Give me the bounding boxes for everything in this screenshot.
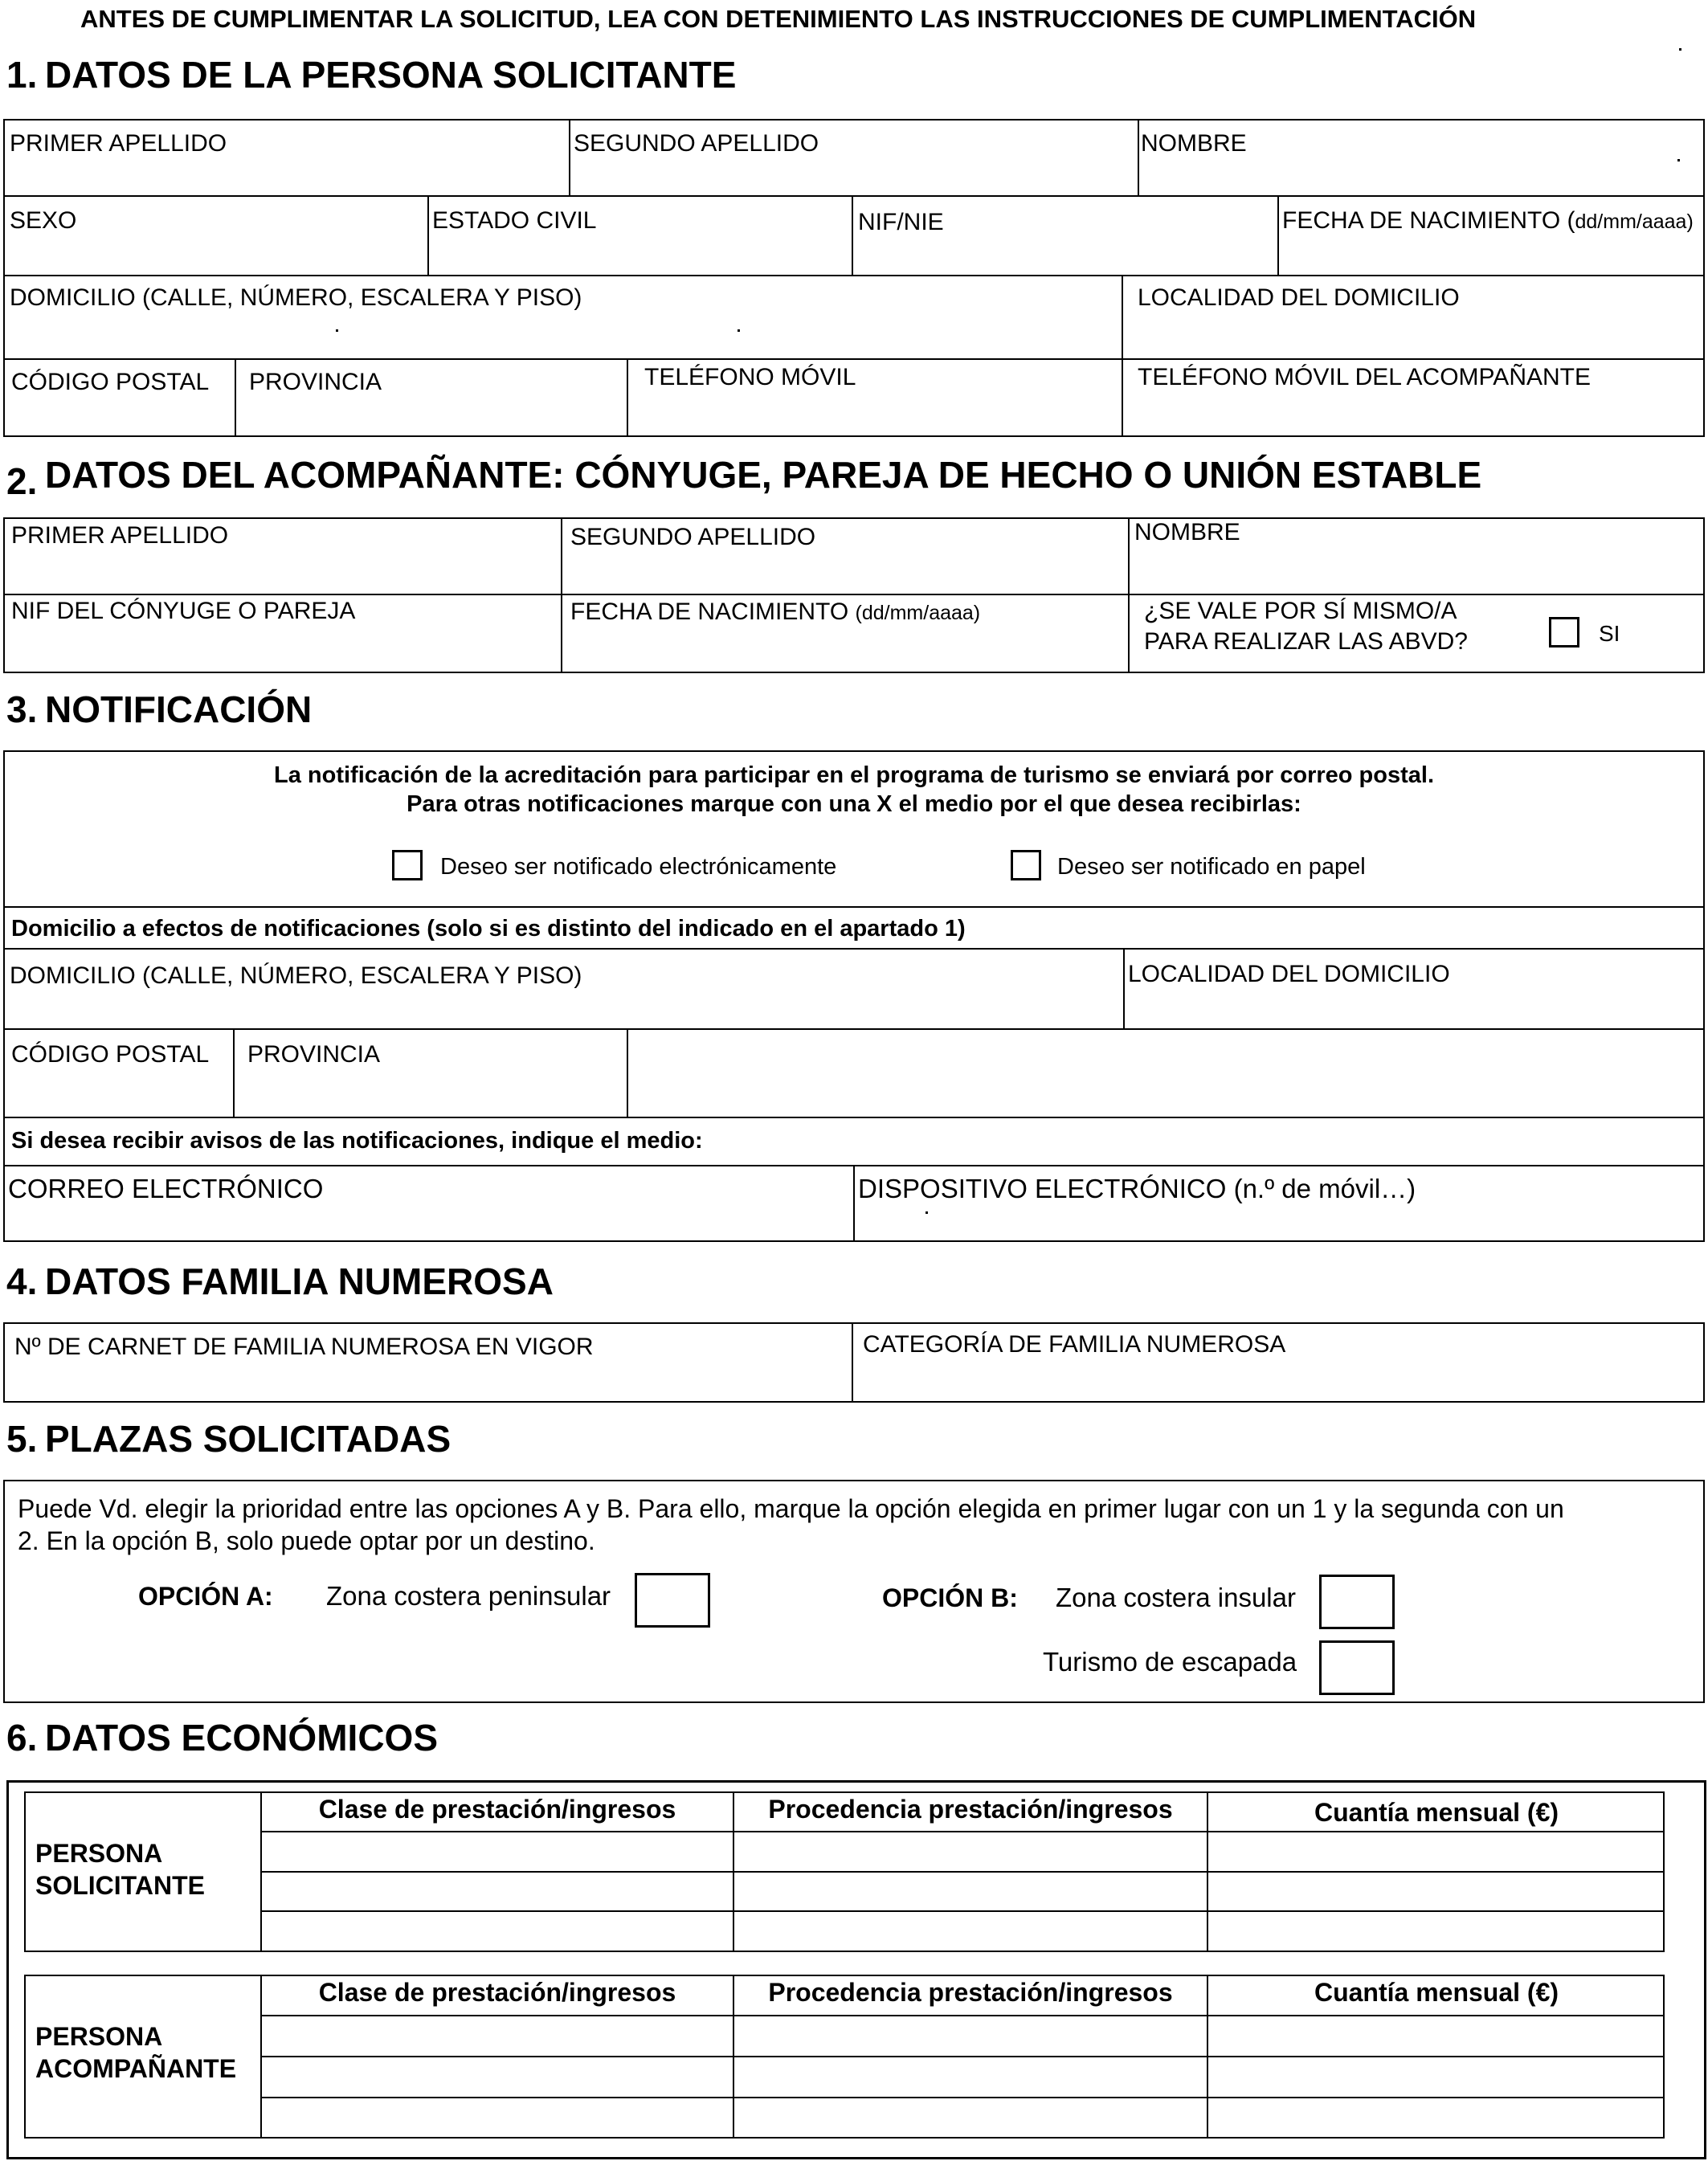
s3-notice-postal: La notificación de la acreditación para participar en el programa de turismo se enviará por correo postal. [274, 762, 1434, 788]
s2-abvd-question-line2: PARA REALIZAR LAS ABVD? [1144, 628, 1468, 655]
economic-solicitante-col-procedencia: Procedencia prestación/ingresos [768, 1795, 1173, 1824]
economic-acompanante-col-cuantia: Cuantía mensual (€) [1314, 1978, 1559, 2007]
s2-nif-label: NIF DEL CÓNYUGE O PAREJA [11, 598, 356, 624]
section-3-number: 3. [6, 688, 38, 730]
scan-dot [926, 1211, 928, 1214]
scan-dot [336, 329, 338, 332]
s1-segundo-apellido-label: SEGUNDO APELLIDO [574, 130, 819, 157]
scan-dot [738, 329, 740, 332]
s3-domicilio-notif-heading: Domicilio a efectos de notificaciones (solo si es distinto del indicado en el apartado 1) [11, 916, 966, 942]
section-6-number: 6. [6, 1717, 38, 1759]
section-4-number: 4. [6, 1260, 38, 1302]
s1-domicilio-label: DOMICILIO (CALLE, NÚMERO, ESCALERA Y PISO) [10, 284, 582, 311]
section-1-title: DATOS DE LA PERSONA SOLICITANTE [45, 54, 737, 96]
opcion-b-label: OPCIÓN B: [882, 1583, 1018, 1612]
notify-electronic-checkbox[interactable] [392, 850, 423, 880]
economic-acompanante-label-1: PERSONA [35, 2022, 163, 2051]
opcion-b-costera-insular-label: Zona costera insular [1056, 1583, 1296, 1612]
s1-localidad-label: LOCALIDAD DEL DOMICILIO [1138, 284, 1460, 311]
s1-nombre-label: NOMBRE [1141, 130, 1247, 157]
s2-fecha-nacimiento-label: FECHA DE NACIMIENTO (dd/mm/aaaa) [570, 598, 981, 625]
abvd-si-label: SI [1599, 621, 1620, 646]
section-5-title: PLAZAS SOLICITADAS [45, 1418, 452, 1460]
economic-solicitante-col-clase: Clase de prestación/ingresos [318, 1795, 676, 1824]
s1-fecha-nacimiento-label: FECHA DE NACIMIENTO (dd/mm/aaaa) [1282, 207, 1694, 234]
s1-sexo-label: SEXO [10, 207, 77, 234]
opcion-b-costera-insular-box[interactable] [1319, 1575, 1395, 1629]
section-2-title: DATOS DEL ACOMPAÑANTE: CÓNYUGE, PAREJA DE HECHO O UNIÓN ESTABLE [45, 454, 1482, 496]
abvd-si-checkbox[interactable] [1549, 617, 1579, 647]
section-6-title: DATOS ECONÓMICOS [45, 1717, 438, 1759]
opcion-b-escapada-label: Turismo de escapada [1043, 1647, 1297, 1677]
s2-nombre-label: NOMBRE [1134, 519, 1240, 545]
s1-telefono-acompanante-label: TELÉFONO MÓVIL DEL ACOMPAÑANTE [1138, 364, 1591, 390]
scan-dot [1679, 48, 1681, 51]
s5-intro-line2: 2. En la opción B, solo puede optar por un destino. [18, 1526, 595, 1555]
s4-categoria-label: CATEGORÍA DE FAMILIA NUMEROSA [863, 1331, 1286, 1358]
s2-abvd-question-line1: ¿SE VALE POR SÍ MISMO/A [1144, 598, 1457, 624]
economic-acompanante-col-procedencia: Procedencia prestación/ingresos [768, 1978, 1173, 2007]
s5-intro-line1: Puede Vd. elegir la prioridad entre las opciones A y B. Para ello, marque la opción elegida en primer lugar con un 1 y la segunda con un [18, 1494, 1564, 1523]
s2-primer-apellido-label: PRIMER APELLIDO [11, 522, 229, 549]
s3-dispositivo-label: DISPOSITIVO ELECTRÓNICO (n.º de móvil…) [858, 1174, 1416, 1203]
notify-electronic-label: Deseo ser notificado electrónicamente [440, 854, 837, 880]
scan-dot [1677, 159, 1680, 161]
economic-solicitante-label-2: SOLICITANTE [35, 1871, 205, 1900]
s2-segundo-apellido-label: SEGUNDO APELLIDO [570, 524, 816, 550]
section-3-title: NOTIFICACIÓN [45, 688, 313, 730]
s1-telefono-movil-label: TELÉFONO MÓVIL [644, 364, 856, 390]
s3-localidad-label: LOCALIDAD DEL DOMICILIO [1128, 961, 1450, 987]
s1-estado-civil-label: ESTADO CIVIL [432, 207, 597, 234]
section-1-number: 1. [6, 54, 38, 96]
section-2-number: 2. [6, 460, 38, 502]
s3-provincia-label: PROVINCIA [247, 1041, 381, 1068]
opcion-a-label: OPCIÓN A: [138, 1582, 273, 1611]
economic-solicitante-col-cuantia: Cuantía mensual (€) [1314, 1798, 1559, 1827]
s3-email-label: CORREO ELECTRÓNICO [8, 1174, 324, 1203]
s1-provincia-label: PROVINCIA [249, 369, 382, 395]
economic-solicitante-label-1: PERSONA [35, 1839, 163, 1868]
opcion-b-escapada-box[interactable] [1319, 1640, 1395, 1695]
notify-paper-checkbox[interactable] [1011, 850, 1041, 880]
economic-acompanante-col-clase: Clase de prestación/ingresos [318, 1978, 676, 2007]
s3-domicilio-label: DOMICILIO (CALLE, NÚMERO, ESCALERA Y PISO) [10, 962, 582, 989]
opcion-a-costera-peninsular-label: Zona costera peninsular [326, 1581, 611, 1611]
section-5-number: 5. [6, 1418, 38, 1460]
economic-acompanante-label-2: ACOMPAÑANTE [35, 2054, 237, 2083]
s3-avisos-heading: Si desea recibir avisos de las notificaciones, indique el medio: [11, 1128, 703, 1154]
s4-carnet-label: Nº DE CARNET DE FAMILIA NUMEROSA EN VIGOR [14, 1334, 594, 1360]
instructions-header: ANTES DE CUMPLIMENTAR LA SOLICITUD, LEA CON DETENIMIENTO LAS INSTRUCCIONES DE CUMPLIMENTACIÓN [80, 5, 1477, 33]
notify-paper-label: Deseo ser notificado en papel [1057, 854, 1366, 880]
opcion-a-costera-peninsular-box[interactable] [635, 1573, 710, 1628]
s3-codigo-postal-label: CÓDIGO POSTAL [11, 1041, 210, 1068]
s1-nif-nie-label: NIF/NIE [858, 209, 944, 235]
s3-notice-choose: Para otras notificaciones marque con una X el medio por el que desea recibirlas: [407, 791, 1301, 817]
section-4-title: DATOS FAMILIA NUMEROSA [45, 1260, 554, 1302]
s1-primer-apellido-label: PRIMER APELLIDO [10, 130, 227, 157]
s1-codigo-postal-label: CÓDIGO POSTAL [11, 369, 210, 395]
